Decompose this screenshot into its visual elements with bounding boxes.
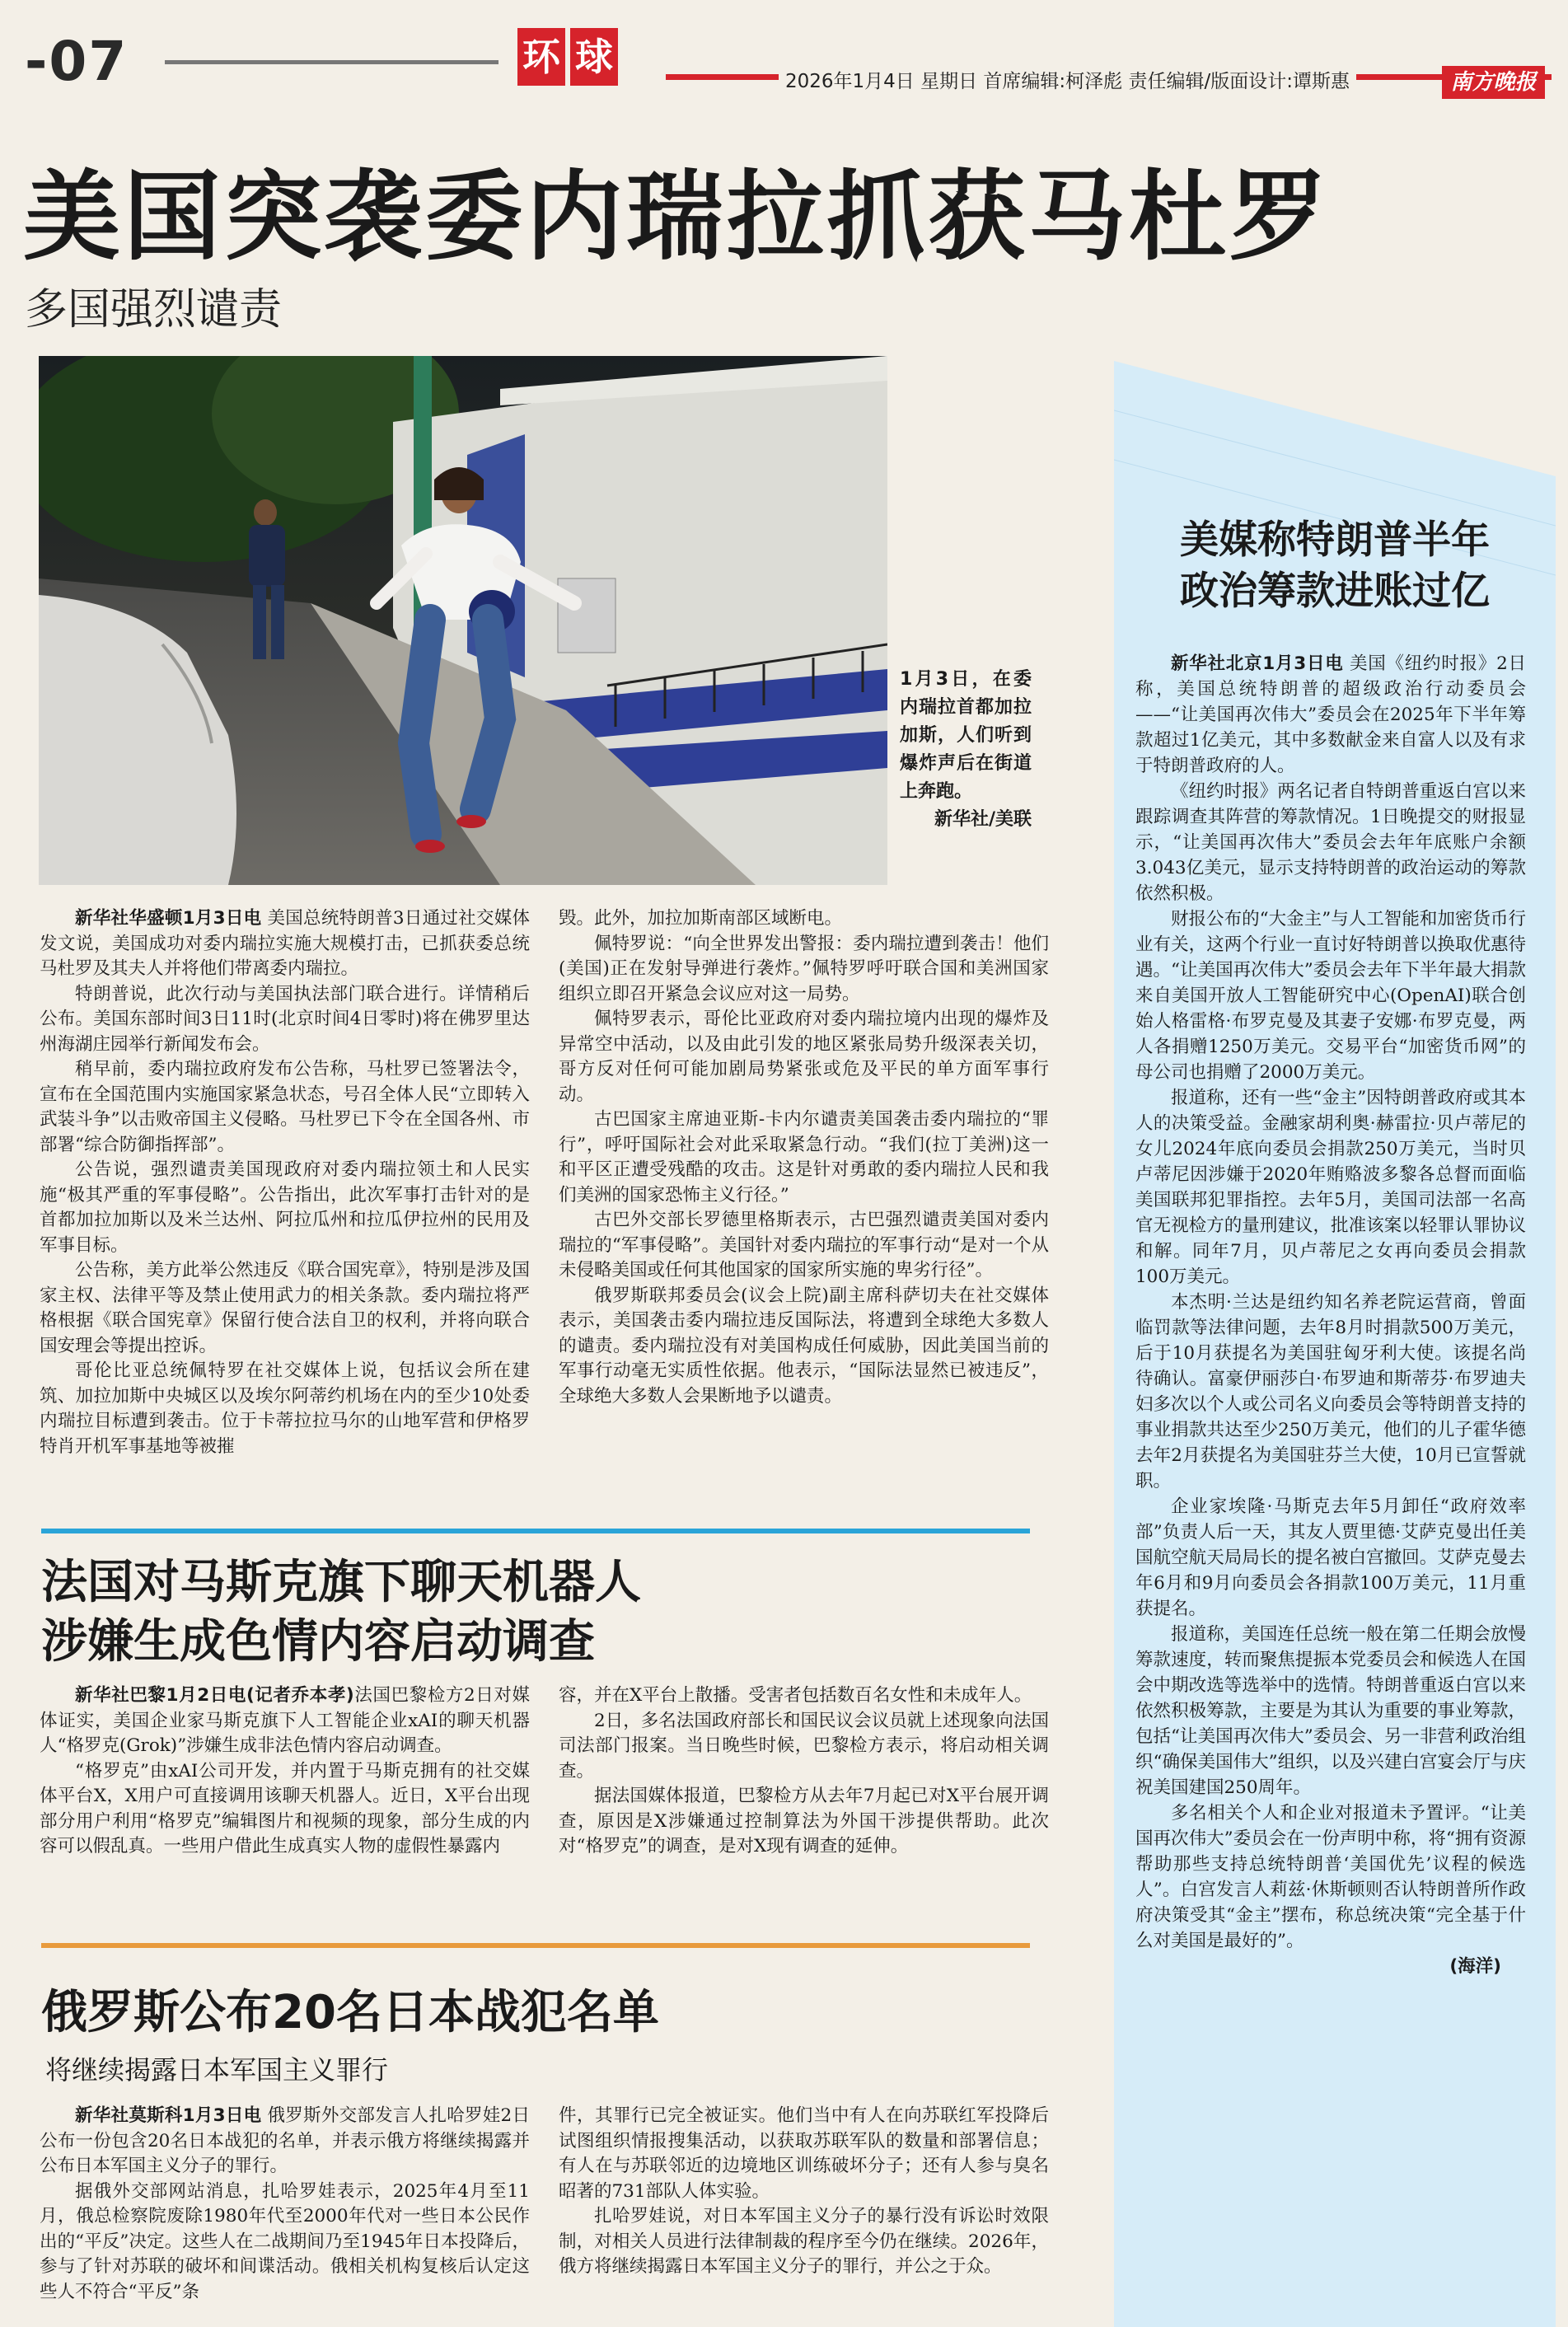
paragraph: 《纽约时报》两名记者自特朗普重返白宫以来跟踪调查其阵营的筹款情况。1日晚提交的财报显示，“让美国再次伟大”委员会去年年底账户余额3.043亿美元，显示支持特朗普的政治运动的筹款依然积极。 <box>1135 781 1526 904</box>
article3-headline: 俄罗斯公布20名日本战犯名单 <box>41 1986 659 2039</box>
dateline: 新华社北京1月3日电 <box>1171 653 1344 674</box>
article3-column-2 <box>559 2104 1049 2280</box>
sidebar-body <box>1135 651 1526 1979</box>
photo-credit: 新华社/美联 <box>934 809 1032 830</box>
paragraph: 古巴外交部长罗德里格斯表示，古巴强烈谴责美国对委内瑞拉的“军事侵略”。美国针对委内瑞拉的军事行动“是对一个从未侵略美国或任何其他国家的国家所实施的卑劣行径”。 <box>559 1210 1049 1281</box>
article3-column-1 <box>40 2104 530 2305</box>
paragraph: 企业家埃隆·马斯克去年5月卸任“政府效率部”负责人后一天，其友人贾里德·艾萨克曼出任美国航空航天局局长的提名被白宫撤回。艾萨克曼去年6月和9月向委员会各捐款100万美元，11月重获提名。 <box>1135 1496 1526 1619</box>
paragraph: 据俄外交部网站消息，扎哈罗娃表示，2025年4月至11月，俄总检察院废除1980年代至2000年代对一些日本公民作出的“平反”决定。这些人在二战期间乃至1945年日本投降后，参与了针对苏联的破坏和间谍活动。俄相关机构复核后认定这些人不符合“平反”条 <box>40 2180 530 2302</box>
section-label-char-1: 环 <box>517 28 565 86</box>
paragraph: 公告称，美方此举公然违反《联合国宪章》，特别是涉及国家主权、法律平等及禁止使用武力的相关条款。委内瑞拉将严格根据《联合国宪章》保留行使合法自卫的权利，并将向联合国安理会等提出控诉。 <box>40 1260 530 1356</box>
paragraph: 新华社巴黎1月2日电(记者乔本孝)法国巴黎检方2日对媒体证实，美国企业家马斯克旗下人工智能企业xAI的聊天机器人“格罗克(Grok)”涉嫌生成非法色情内容启动调查。 <box>40 1685 530 1756</box>
header-rule-left <box>165 60 498 64</box>
article1-column-2 <box>559 906 1049 1409</box>
article2-column-2 <box>559 1683 1049 1860</box>
paragraph: 哥伦比亚总统佩特罗在社交媒体上说，包括议会所在建筑、加拉加斯中央城区以及埃尔阿蒂约机场在内的至少10处委内瑞拉目标遭到袭击。位于卡蒂拉拉马尔的山地军营和伊格罗特肖开机军事基地等被摧 <box>40 1360 530 1457</box>
paragraph: 新华社北京1月3日电 美国《纽约时报》2日称，美国总统特朗普的超级政治行动委员会——“让美国再次伟大”委员会在2025年下半年筹款超过1亿美元，其中多数献金来自富人以及有求于特朗普政府的人。 <box>1135 653 1526 776</box>
paragraph: 件，其罪行已完全被证实。他们当中有人在向苏联红军投降后试图组织情报搜集活动，以获取苏联军队的数量和部署信息；有人在与苏联邻近的边境地区训练破坏分子；还有人参与臭名昭著的731部队人体实验。 <box>559 2105 1049 2202</box>
article3-subheadline: 将继续揭露日本军国主义罪行 <box>45 2054 389 2086</box>
paragraph: 财报公布的“大金主”与人工智能和加密货币行业有关，这两个行业一直讨好特朗普以换取优惠待遇。“让美国再次伟大”委员会去年下半年最大捐款来自美国开放人工智能研究中心(OpenAI)联合创始人格雷格·布罗克曼及其妻子安娜·布罗克曼，两人各捐赠1250万美元。交易平台“加密货币网”的母公司也捐赠了2000万美元。 <box>1135 909 1526 1083</box>
dateline: 新华社莫斯科1月3日电 <box>75 2105 262 2126</box>
paragraph: 俄罗斯联邦委员会(议会上院)副主席科萨切夫在社交媒体表示，美国袭击委内瑞拉违反国际法，将遭到全球绝大多数人的谴责。委内瑞拉没有对美国构成任何威胁，因此美国当前的军事行动毫无实质性依据。他表示，“国际法显然已被违反”，全球绝大多数人会果断地予以谴责。 <box>559 1285 1049 1407</box>
paragraph: 佩特罗表示，哥伦比亚政府对委内瑞拉境内出现的爆炸及异常空中活动，以及由此引发的地区紧张局势升级深表关切，哥方反对任何可能加剧局势紧张或危及平民的单方面军事行动。 <box>559 1009 1049 1105</box>
section-label-char-2: 球 <box>570 28 618 86</box>
news-photo <box>39 356 887 885</box>
dateline: 新华社巴黎1月2日电(记者乔本孝) <box>75 1685 354 1706</box>
article2-headline-line1: 法国对马斯克旗下聊天机器人 <box>41 1556 641 1609</box>
paragraph: 新华社华盛顿1月3日电 美国总统特朗普3日通过社交媒体发文说，美国成功对委内瑞拉实施大规模打击，已抓获委总统马杜罗及其夫人并将他们带离委内瑞拉。 <box>40 908 530 979</box>
paragraph: 本杰明·兰达是纽约知名养老院运营商，曾面临罚款等法律问题，去年8月时捐款500万美元，后于10月获提名为美国驻匈牙利大使。该提名尚待确认。富豪伊丽莎白·布罗迪和斯蒂芬·布罗迪夫妇多次以个人或公司名义向委员会等特朗普支持的事业捐款共达至少250万美元，他们的儿子霍华德去年2月获提名为美国驻芬兰大使，10月已宣誓就职。 <box>1135 1292 1526 1491</box>
section-label <box>517 28 618 86</box>
photo-caption <box>900 666 1032 834</box>
sidebar-headline <box>1133 515 1537 617</box>
author-signature: (海洋) <box>1449 1956 1501 1977</box>
paragraph: 报道称，还有一些“金主”因特朗普政府或其本人的决策受益。金融家胡利奥·赫雷拉·贝卢蒂尼的女儿2024年底向委员会捐款250万美元，当时贝卢蒂尼因涉嫌于2020年贿赂波多黎各总督而面临美国联邦犯罪指控。去年5月，美国司法部一名高官无视检方的量刑建议，批准该案以轻罪认罪协议和解。同年7月，贝卢蒂尼之女再向委员会捐款100万美元。 <box>1135 1088 1526 1287</box>
paragraph: 报道称，美国连任总统一般在第二任期会放慢筹款速度，转而聚焦提振本党委员会和候选人在国会中期改选等选举中的选情。特朗普重返白宫以来依然积极筹款，主要是为其认为重要的事业筹款，包括“让美国再次伟大”委员会、另一非营利政治组织“确保美国伟大”组织，以及兴建白宫宴会厅与庆祝美国建国250周年。 <box>1135 1624 1526 1798</box>
main-subheadline: 多国强烈谴责 <box>25 285 283 335</box>
paragraph: 古巴国家主席迪亚斯-卡内尔谴责美国袭击委内瑞拉的“罪行”，呼吁国际社会对此采取紧急行动。“我们(拉丁美洲)这一和平区正遭受残酷的攻击。这是针对勇敢的委内瑞拉人民和我们美洲的国家恐怖主义行径。” <box>559 1109 1049 1206</box>
article2-headline-line2: 涉嫌生成色情内容启动调查 <box>41 1615 595 1669</box>
divider-orange <box>41 1943 1030 1948</box>
paragraph: 新华社莫斯科1月3日电 俄罗斯外交部发言人扎哈罗娃2日公布一份包含20名日本战犯的名单，并表示俄方将继续揭露并公布日本军国主义分子的罪行。 <box>40 2105 530 2176</box>
issue-meta: 2026年1月4日 星期日 首席编辑:柯泽彪 责任编辑/版面设计:谭斯惠 <box>779 66 1356 93</box>
article1-column-1 <box>40 906 530 1459</box>
paragraph: 扎哈罗娃说，对日本军国主义分子的暴行没有诉讼时效限制，对相关人员进行法律制裁的程序至今仍在继续。2026年，俄方将继续揭露日本军国主义分子的罪行，并公之于众。 <box>559 2206 1049 2277</box>
paragraph: 稍早前，委内瑞拉政府发布公告称，马杜罗已签署法令，宣布在全国范围内实施国家紧急状态，号召全体人民“立即转入武装斗争”以击败帝国主义侵略。马杜罗已下令在全国各州、市部署“综合防御指挥部”。 <box>40 1059 530 1155</box>
photo-caption-text: 1月3日，在委内瑞拉首都加拉加斯，人们听到爆炸声后在街道上奔跑。 <box>900 669 1032 802</box>
paragraph: 容，并在X平台上散播。受害者包括数百名女性和未成年人。 <box>559 1685 1032 1706</box>
paragraph: 公告说，强烈谴责美国现政府对委内瑞拉领土和人民实施“极其严重的军事侵略”。公告指出，此次军事打击针对的是首都加拉加斯以及米兰达州、阿拉瓜州和拉瓜伊拉州的民用及军事目标。 <box>40 1159 530 1256</box>
newspaper-logo: 南方晚报 <box>1442 66 1545 99</box>
paragraph: 毁。此外，加拉加斯南部区域断电。 <box>559 908 843 929</box>
sidebar-headline-line1: 美媒称特朗普半年 <box>1180 517 1490 563</box>
paragraph: “格罗克”由xAI公司开发，并内置于马斯克拥有的社交媒体平台X，X用户可直接调用该聊天机器人。近日，X平台出现部分用户利用“格罗克”编辑图片和视频的现象，部分生成的内容可以假乱真。一些用户借此生成真实人物的虚假性暴露内 <box>40 1760 530 1856</box>
paragraph: 2日，多名法国政府部长和国民议会议员就上述现象向法国司法部门报案。当日晚些时候，巴黎检方表示，将启动相关调查。 <box>559 1710 1049 1782</box>
paragraph: 多名相关个人和企业对报道未予置评。“让美国再次伟大”委员会在一份声明中称，将“拥有资源帮助那些支持总统特朗普‘美国优先’议程的候选人”。白宫发言人莉兹·休斯顿则否认特朗普所作政府决策受其“金主”摆布，称总统决策“完全基于什么对美国是最好的”。 <box>1135 1803 1526 1951</box>
paragraph: 据法国媒体报道，巴黎检方从去年7月起已对X平台展开调查，原因是X涉嫌通过控制算法为外国干涉提供帮助。此次对“格罗克”的调查，是对X现有调查的延伸。 <box>559 1786 1049 1856</box>
paragraph: 佩特罗说：“向全世界发出警报：委内瑞拉遭到袭击！他们(美国)正在发射导弹进行袭炸。”佩特罗呼吁联合国和美洲国家组织立即召开紧急会议应对这一局势。 <box>559 933 1049 1004</box>
main-headline: 美国突袭委内瑞拉抓获马杜罗 <box>23 160 1331 274</box>
sidebar-headline-line2: 政治筹款进账过亿 <box>1180 569 1490 614</box>
article2-column-1 <box>40 1683 530 1860</box>
article2-headline <box>41 1553 641 1672</box>
paragraph: 特朗普说，此次行动与美国执法部门联合进行。详情稍后公布。美国东部时间3日11时(北京时间4日零时)将在佛罗里达州海湖庄园举行新闻发布会。 <box>40 983 530 1055</box>
divider-blue <box>41 1529 1030 1533</box>
dateline: 新华社华盛顿1月3日电 <box>75 908 262 929</box>
page-number: -07 <box>25 30 129 93</box>
